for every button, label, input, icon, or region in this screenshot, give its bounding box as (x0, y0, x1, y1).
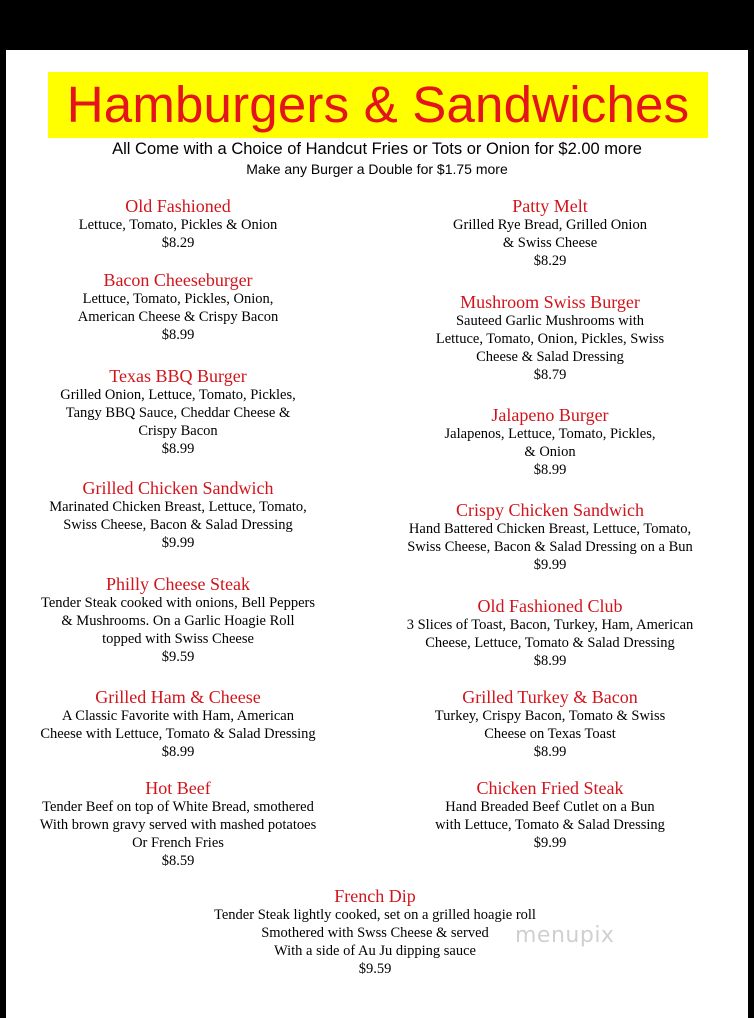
item-description: Sauteed Garlic Mushrooms with Lettuce, Tomato, Onion, Pickles, Swiss Cheese & Salad Dressing (435, 313, 665, 365)
item-name: French Dip (334, 886, 416, 906)
item-name: Grilled Ham & Cheese (95, 687, 261, 707)
item-name: Patty Melt (512, 196, 588, 216)
item-description: Grilled Rye Bread, Grilled Onion & Swiss Cheese (453, 217, 647, 251)
menu-item (20, 365, 336, 459)
item-description: Tender Beef on top of White Bread, smothered With brown gravy served with mashed potatoes Or French Fries (39, 799, 317, 851)
item-name: Crispy Chicken Sandwich (456, 500, 644, 520)
item-price: $9.99 (161, 535, 195, 551)
title-banner (48, 72, 708, 138)
menu-item (380, 195, 720, 271)
menu-item (380, 595, 720, 671)
menu-item (380, 291, 720, 385)
item-price: $9.59 (161, 649, 195, 665)
item-price: $8.99 (533, 744, 567, 760)
menu-item (380, 777, 720, 853)
item-name: Chicken Fried Steak (476, 778, 624, 798)
page-title: Hamburgers & Sandwiches (66, 76, 690, 133)
item-price: $8.59 (161, 853, 195, 869)
double-note: Make any Burger a Double for $1.75 more (246, 161, 508, 177)
menu-item (20, 573, 336, 667)
item-description: Marinated Chicken Breast, Lettuce, Tomato, Swiss Cheese, Bacon & Salad Dressing (49, 499, 307, 533)
item-description: A Classic Favorite with Ham, American Cheese with Lettuce, Tomato & Salad Dressing (40, 708, 316, 742)
item-name: Texas BBQ Burger (109, 366, 247, 386)
item-price: $9.59 (358, 961, 392, 977)
item-description: Grilled Onion, Lettuce, Tomato, Pickles, Tangy BBQ Sauce, Cheddar Cheese & Crispy Bacon (60, 387, 296, 439)
item-price: $8.99 (161, 744, 195, 760)
item-description: Lettuce, Tomato, Pickles, Onion, American Cheese & Crispy Bacon (77, 291, 279, 325)
menu-item (380, 404, 720, 480)
item-price: $8.29 (161, 235, 195, 251)
item-price: $9.99 (533, 557, 567, 573)
item-price: $8.99 (533, 653, 567, 669)
menu-item (20, 269, 336, 345)
sides-note: All Come with a Choice of Handcut Fries or Tots or Onion for $2.00 more (112, 140, 642, 158)
item-price: $8.29 (533, 253, 567, 269)
item-price: $8.99 (161, 441, 195, 457)
item-name: Bacon Cheeseburger (103, 270, 253, 290)
item-name: Philly Cheese Steak (106, 574, 250, 594)
item-description: Turkey, Crispy Bacon, Tomato & Swiss Cheese on Texas Toast (434, 708, 666, 742)
item-description: Hand Battered Chicken Breast, Lettuce, Tomato, Swiss Cheese, Bacon & Salad Dressing on a Bun (407, 521, 693, 555)
item-name: Grilled Turkey & Bacon (462, 687, 638, 707)
menupix-watermark: menupix (515, 923, 615, 948)
item-description: Lettuce, Tomato, Pickles & Onion (78, 217, 278, 233)
item-description: 3 Slices of Toast, Bacon, Turkey, Ham, American Cheese, Lettuce, Tomato & Salad Dressing (406, 617, 694, 651)
item-name: Grilled Chicken Sandwich (82, 478, 274, 498)
item-price: $8.99 (161, 327, 195, 343)
item-description: Jalapenos, Lettuce, Tomato, Pickles, & Onion (444, 426, 656, 460)
item-name: Hot Beef (145, 778, 211, 798)
menu-item (380, 686, 720, 762)
item-description: Hand Breaded Beef Cutlet on a Bun with Lettuce, Tomato & Salad Dressing (435, 799, 665, 833)
item-description: Tender Steak lightly cooked, set on a grilled hoagie roll Smothered with Swss Cheese & served With a side of Au Ju dipping sauce (214, 907, 536, 959)
menu-item (20, 477, 336, 553)
item-name: Old Fashioned Club (477, 596, 623, 616)
item-name: Old Fashioned (125, 196, 231, 216)
item-price: $9.99 (533, 835, 567, 851)
menu-item (20, 195, 336, 253)
item-name: Jalapeno Burger (491, 405, 609, 425)
item-name: Mushroom Swiss Burger (460, 292, 640, 312)
menu-item (20, 686, 336, 762)
item-price: $8.99 (533, 462, 567, 478)
item-description: Tender Steak cooked with onions, Bell Peppers & Mushrooms. On a Garlic Hoagie Roll topped with Swiss Cheese (40, 595, 316, 647)
item-price: $8.79 (533, 367, 567, 383)
menu-item (20, 777, 336, 871)
menu-item (380, 499, 720, 575)
